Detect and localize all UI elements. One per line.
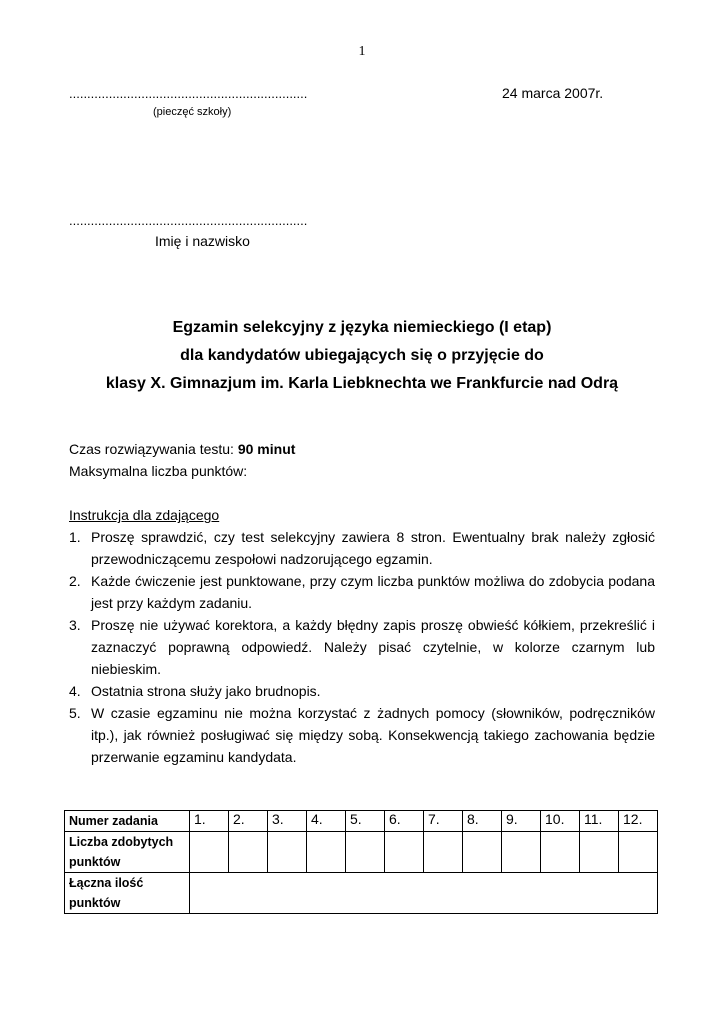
time-label: Czas rozwiązywania testu: xyxy=(69,441,238,457)
exam-title-line-1: Egzamin selekcyjny z języka niemieckiego (I etap) xyxy=(172,319,552,336)
task-number-cell: 12. xyxy=(619,811,658,832)
instructions xyxy=(69,504,655,768)
time-row xyxy=(69,438,295,460)
task-number-cell: 3. xyxy=(268,811,307,832)
instruction-text: Ostatnia strona służy jako brudnopis. xyxy=(91,683,321,699)
points-cell[interactable] xyxy=(385,832,424,873)
task-number-cell: 2. xyxy=(229,811,268,832)
task-number-cell: 4. xyxy=(307,811,346,832)
total-cell[interactable] xyxy=(190,873,658,914)
task-number-cell: 1. xyxy=(190,811,229,832)
instruction-item xyxy=(69,526,655,570)
instruction-number: 1. xyxy=(69,529,81,545)
points-cell[interactable] xyxy=(619,832,658,873)
points-cell[interactable] xyxy=(268,832,307,873)
instruction-text: Proszę nie używać korektora, a każdy błędny zapis proszę obwieść kółkiem, przekreślić i zaznaczyć poprawną odpowiedź. Należy pisać czytelnie, w kolorze czarnym lub niebieskim. xyxy=(91,617,655,677)
name-label: Imię i nazwisko xyxy=(155,233,250,249)
task-number-cell: 6. xyxy=(385,811,424,832)
instruction-number: 3. xyxy=(69,617,81,633)
points-cell[interactable] xyxy=(307,832,346,873)
task-number-cell: 10. xyxy=(541,811,580,832)
points-row xyxy=(65,832,658,873)
instructions-heading: Instrukcja dla zdającego xyxy=(69,507,220,523)
school-stamp-label: (pieczęć szkoły) xyxy=(153,106,232,118)
school-stamp-line: .................................................................. xyxy=(69,86,308,101)
instruction-text: Każde ćwiczenie jest punktowane, przy czym liczba punktów możliwa do zdobycia podana jest przy każdym zadaniu. xyxy=(91,573,655,611)
instruction-text: Proszę sprawdzić, czy test selekcyjny zawiera 8 stron. Ewentualny brak należy zgłosić przewodniczącemu zespołowi nadzorującego egzamin. xyxy=(91,529,655,567)
instruction-item xyxy=(69,570,655,614)
points-cell[interactable] xyxy=(424,832,463,873)
task-number-row xyxy=(65,811,658,832)
task-number-cell: 9. xyxy=(502,811,541,832)
task-number-cell: 7. xyxy=(424,811,463,832)
instruction-number: 4. xyxy=(69,683,81,699)
exam-date: 24 marca 2007r. xyxy=(502,85,604,101)
instruction-item xyxy=(69,702,655,768)
points-cell[interactable] xyxy=(541,832,580,873)
time-value: 90 minut xyxy=(237,441,296,457)
task-number-cell: 11. xyxy=(580,811,619,832)
points-cell[interactable] xyxy=(502,832,541,873)
instruction-number: 2. xyxy=(69,573,81,589)
points-cell[interactable] xyxy=(346,832,385,873)
task-number-cell: 8. xyxy=(463,811,502,832)
name-line: .................................................................. xyxy=(69,213,308,228)
task-number-cell: 5. xyxy=(346,811,385,832)
points-cell[interactable] xyxy=(580,832,619,873)
instructions-list xyxy=(69,526,655,768)
points-cell[interactable] xyxy=(190,832,229,873)
exam-title-line-3: klasy X. Gimnazjum im. Karla Liebknechta we Frankfurcie nad Odrą xyxy=(105,375,619,392)
total-row xyxy=(65,873,658,914)
points-label: Liczba zdobytych punktów xyxy=(65,832,190,873)
instruction-text: W czasie egzaminu nie można korzystać z żadnych pomocy (słowników, podręczników itp.), jak również posługiwać się między sobą. Konsekwencją takiego zachowania będzie przerwanie egzaminu kandydata. xyxy=(91,705,655,765)
points-cell[interactable] xyxy=(229,832,268,873)
instruction-item xyxy=(69,680,655,702)
instruction-item xyxy=(69,614,655,680)
exam-info xyxy=(69,438,295,482)
exam-title-line-2: dla kandydatów ubiegających się o przyjęcie do xyxy=(180,347,544,364)
task-number-label: Numer zadania xyxy=(65,811,190,832)
score-table xyxy=(64,810,658,914)
page-number: 1 xyxy=(358,44,366,59)
points-cell[interactable] xyxy=(463,832,502,873)
max-points-label: Maksymalna liczba punktów: xyxy=(69,463,248,479)
total-label: Łączna ilość punktów xyxy=(65,873,190,914)
instruction-number: 5. xyxy=(69,705,81,721)
